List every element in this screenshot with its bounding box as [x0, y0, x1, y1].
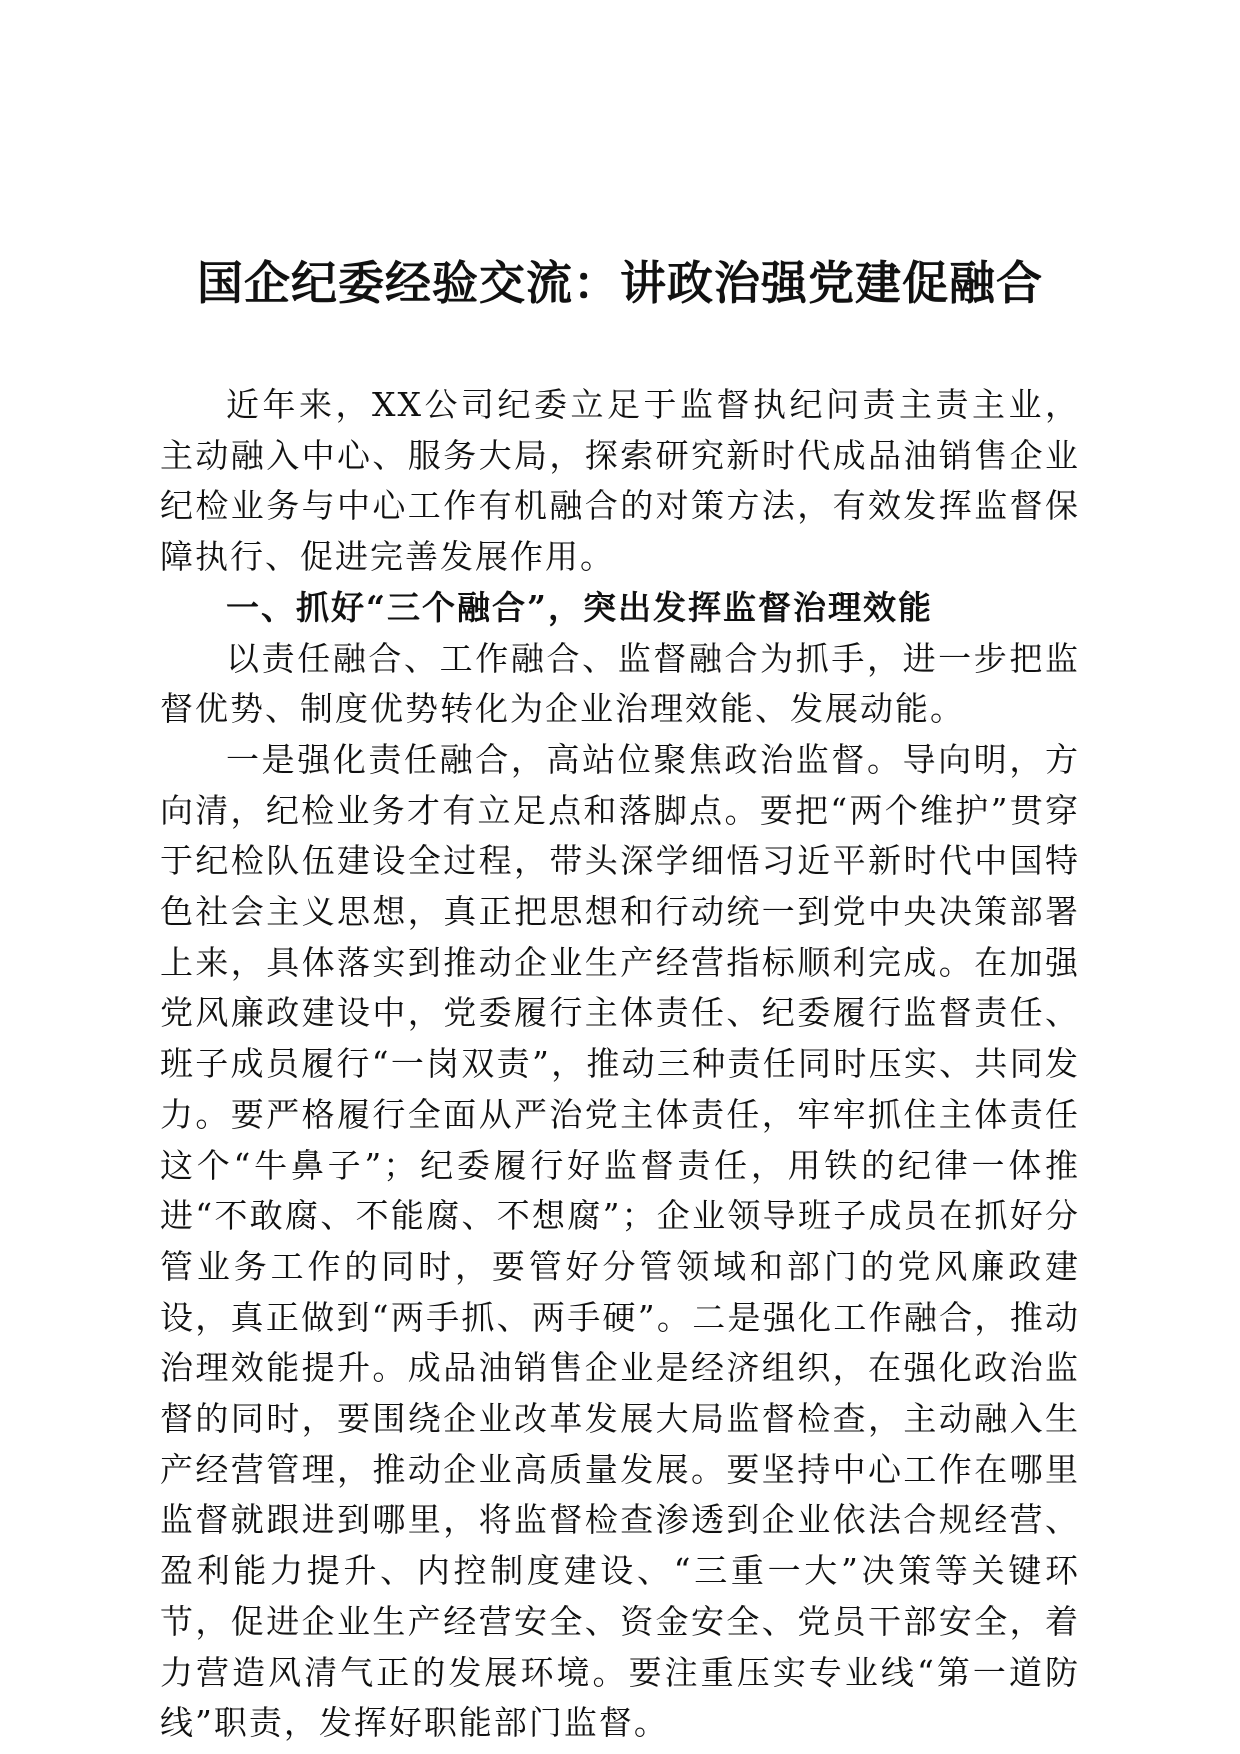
- section-heading-1: 一、抓好“三个融合”，突出发挥监督治理效能: [226, 587, 933, 627]
- document-title: 国企纪委经验交流：讲政治强党建促融合: [197, 256, 1043, 310]
- document-body: [160, 380, 1080, 1749]
- section-1-detail-paragraph: 一是强化责任融合，高站位聚焦政治监督。导向明，方向清，纪检业务才有立足点和落脚点。要把“两个维护”贯穿于纪检队伍建设全过程，带头深学细悟习近平新时代中国特色社会主义思想，真正把思想和行动统一到党中央决策部署上来，具体落实到推动企业生产经营指标顺利完成。在加强党风廉政建设中，党委履行主体责任、纪委履行监督责任、班子成员履行“一岗双责”，推动三种责任同时压实、共同发力。要严格履行全面从严治党主体责任，牢牢抓住主体责任这个“牛鼻子”；纪委履行好监督责任，用铁的纪律一体推进“不敢腐、不能腐、不想腐”；企业领导班子成员在抓好分管业务工作的同时，要管好分管领域和部门的党风廉政建设，真正做到“两手抓、两手硬”。二是强化工作融合，推动治理效能提升。成品油销售企业是经济组织，在强化政治监督的同时，要围绕企业改革发展大局监督检查，主动融入生产经营管理，推动企业高质量发展。要坚持中心工作在哪里监督就跟进到哪里，将监督检查渗透到企业依法合规经营、盈利能力提升、内控制度建设、“三重一大”决策等关键环节，促进企业生产经营安全、资金安全、党员干部安全，着力营造风清气正的发展环境。要注重压实专业线“第一道防线”职责，发挥好职能部门监督。: [160, 739, 1080, 1743]
- section-1-summary-paragraph: 以责任融合、工作融合、监督融合为抓手，进一步把监督优势、制度优势转化为企业治理效能、发展动能。: [160, 638, 1080, 729]
- intro-paragraph: 近年来，XX公司纪委立足于监督执纪问责主责主业，主动融入中心、服务大局，探索研究新时代成品油销售企业纪检业务与中心工作有机融合的对策方法，有效发挥监督保障执行、促进完善发展作用。: [160, 385, 1080, 577]
